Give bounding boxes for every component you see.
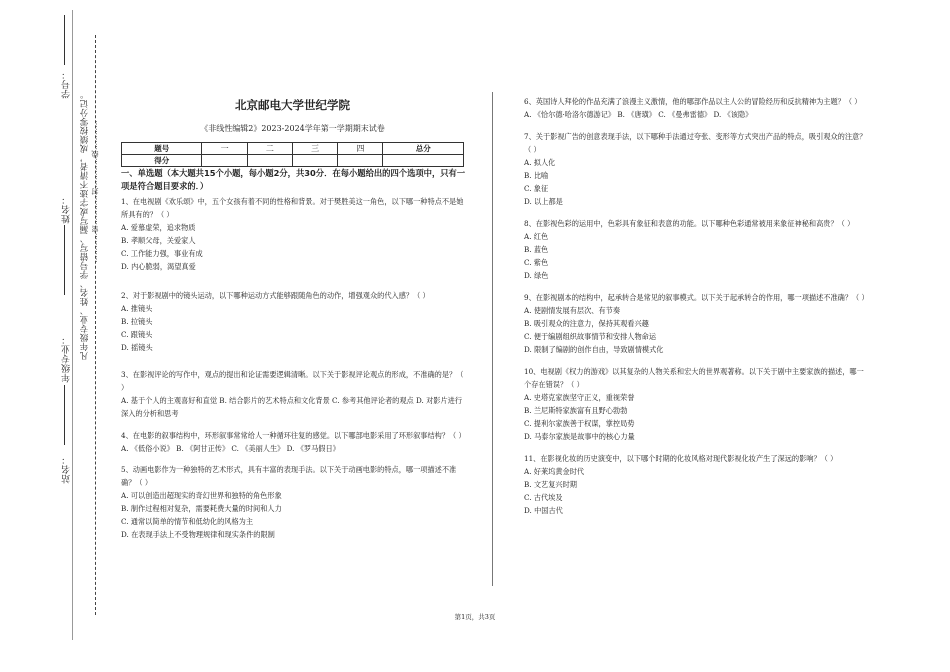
question-4 <box>121 429 466 455</box>
question-2 <box>121 289 466 354</box>
question-8 <box>524 217 869 282</box>
option: D. 马泰尔家族是故事中的核心力量 <box>524 432 635 441</box>
option: C. 工作能力强，事业有成 <box>121 249 203 258</box>
option: A. 《恰尔德·哈洛尔德游记》 B. 《唐璜》 C. 《曼弗雷德》 D. 《该隐》 <box>524 110 753 119</box>
question-stem: 5、动画电影作为一种独特的艺术形式，具有丰富的表现手法。以下关于动画电影的特点，哪一项描述不准确？（ ） <box>121 465 457 487</box>
option: A. 拟人化 <box>524 158 556 167</box>
option: A. 基于个人的主观喜好和直觉 B. 结合影片的艺术特点和文化背景 C. 参考其他评论者的观点 D. 对影片进行深入的分析和思考 <box>121 396 463 418</box>
score-row-label: 得分 <box>122 155 202 167</box>
major-label: 年级专业： <box>62 335 72 383</box>
option: C. 提利尔家族善于权谋，掌控局势 <box>524 419 635 428</box>
seal-line-text: …………密…………封…………线………… <box>91 120 99 263</box>
option: B. 拉镜头 <box>121 317 153 326</box>
option: A. 《低俗小说》 B. 《阿甘正传》 C. 《美丽人生》 D. 《罗马假日》 <box>121 444 340 453</box>
option: B. 文艺复兴时期 <box>524 480 577 489</box>
option: A. 使剧情发展有层次、有节奏 <box>524 306 621 315</box>
option: B. 比喻 <box>524 171 549 180</box>
option: D. 在表现手法上不受物理规律和现实条件的限制 <box>121 530 275 539</box>
page-footer: 第1页，共3页 <box>454 613 496 621</box>
right-column <box>524 95 869 517</box>
option: B. 制作过程相对复杂，需要耗费大量的时间和人力 <box>121 504 282 513</box>
option: B. 兰尼斯特家族富有且野心勃勃 <box>524 406 628 415</box>
option: A. 推镜头 <box>121 304 153 313</box>
question-stem: 8、在影视色彩的运用中，色彩具有象征和表意的功能。以下哪种色彩通常被用来象征神秘和高贵？（ ） <box>524 219 855 228</box>
question-stem: 3、在影视评论的写作中，观点的提出和论证需要逻辑清晰。以下关于影视评论观点的形成，不准确的是？（ ） <box>121 370 464 392</box>
option: A. 史塔克家族坚守正义，重视荣誉 <box>524 393 635 402</box>
section-heading: 一、单选题（本大题共15个小题，每小题2分，共30分．在每小题给出的四个选项中，只有一项是符合题目要求的．） <box>121 168 466 191</box>
question-stem: 7、关于影视广告的创意表现手法，以下哪种手法通过夸张、变形等方式突出产品的特点，吸引观众的注意？（ ） <box>524 132 867 154</box>
question-11 <box>524 452 869 517</box>
score-header-cell: 总分 <box>383 143 464 155</box>
question-stem: 11、在影视化妆的历史演变中，以下哪个时期的化妆风格对现代影视化妆产生了深远的影响？（ ） <box>524 454 838 463</box>
score-table-score-row <box>122 155 464 167</box>
score-cell[interactable] <box>292 155 337 167</box>
score-cell[interactable] <box>247 155 292 167</box>
question-7 <box>524 130 869 208</box>
binding-warning: 凡年级专业、姓名、学号错写、漏写或字迹不清者，成绩按零分记。 <box>80 90 90 360</box>
score-cell[interactable] <box>202 155 247 167</box>
option: C. 便于编剧组织故事情节和安排人物命运 <box>524 332 657 341</box>
school-label: 站名： <box>62 455 72 484</box>
question-10 <box>524 365 869 443</box>
left-column <box>121 167 466 541</box>
score-header-cell: 二 <box>247 143 292 155</box>
option: D. 摇镜头 <box>121 343 153 352</box>
student-id-label: 学号： <box>62 70 72 99</box>
option: A. 好莱坞黄金时代 <box>524 467 585 476</box>
binding-solid-line <box>72 10 73 640</box>
major-line <box>64 385 65 445</box>
student-id-line <box>64 15 65 65</box>
option: C. 跟镜头 <box>121 330 153 339</box>
score-header-cell: 四 <box>338 143 383 155</box>
option: A. 红色 <box>524 232 549 241</box>
option: B. 吸引观众的注意力，保持其观看兴趣 <box>524 319 649 328</box>
school-title: 北京邮电大学世纪学院 <box>235 98 350 112</box>
question-5 <box>121 463 466 541</box>
score-cell[interactable] <box>383 155 464 167</box>
option: D. 内心脆弱，渴望真爱 <box>121 262 196 271</box>
option: D. 中国古代 <box>524 506 563 515</box>
option: C. 通常以简单的情节和低幼化的风格为主 <box>121 517 254 526</box>
name-label: 姓名： <box>62 195 72 224</box>
question-9 <box>524 291 869 356</box>
exam-title: 《非线性编辑2》2023-2024学年第一学期期末试卷 <box>200 124 385 133</box>
question-stem: 1、在电视剧《欢乐颂》中，五个女孩有着不同的性格和背景。对于樊胜美这一角色，以下哪一种特点不是她所具有的？（ ） <box>121 197 464 219</box>
question-stem: 10、电视剧《权力的游戏》以其复杂的人物关系和宏大的世界观著称。以下关于剧中主要家族的描述，哪一个存在错误？（ ） <box>524 367 864 389</box>
option: A. 爱慕虚荣，追求物质 <box>121 223 196 232</box>
column-divider <box>492 92 493 586</box>
question-stem: 2、对于影视剧中的镜头运动，以下哪种运动方式能够跟随角色的动作，增强观众的代入感？（ ） <box>121 291 430 300</box>
score-header-cell: 题号 <box>122 143 202 155</box>
option: D. 绿色 <box>524 271 549 280</box>
question-1 <box>121 195 466 273</box>
option: B. 孝顺父母，关爱家人 <box>121 236 196 245</box>
score-table-header-row <box>122 143 464 155</box>
option: B. 蓝色 <box>524 245 549 254</box>
question-stem: 4、在电影的叙事结构中，环形叙事常常给人一种循环往复的感觉。以下哪部电影采用了环形叙事结构？（ ） <box>121 431 466 440</box>
option: A. 可以创造出超现实的奇幻世界和独特的角色形象 <box>121 491 282 500</box>
score-table <box>121 142 464 167</box>
score-cell[interactable] <box>338 155 383 167</box>
option: D. 以上都是 <box>524 197 563 206</box>
option: D. 限制了编剧的创作自由，导致剧情模式化 <box>524 345 664 354</box>
question-6 <box>524 95 869 121</box>
option: C. 紫色 <box>524 258 549 267</box>
question-3 <box>121 368 466 420</box>
score-header-cell: 三 <box>292 143 337 155</box>
name-line <box>64 225 65 295</box>
option: C. 古代埃及 <box>524 493 563 502</box>
option: C. 象征 <box>524 184 549 193</box>
question-stem: 6、英国诗人拜伦的作品充满了浪漫主义激情，他的哪部作品以主人公的冒险经历和反抗精神为主题？（ ） <box>524 97 862 106</box>
question-stem: 9、在影视剧本的结构中，起承转合是常见的叙事模式。以下关于起承转合的作用，哪一项描述不准确？（ ） <box>524 293 869 302</box>
score-header-cell: 一 <box>202 143 247 155</box>
